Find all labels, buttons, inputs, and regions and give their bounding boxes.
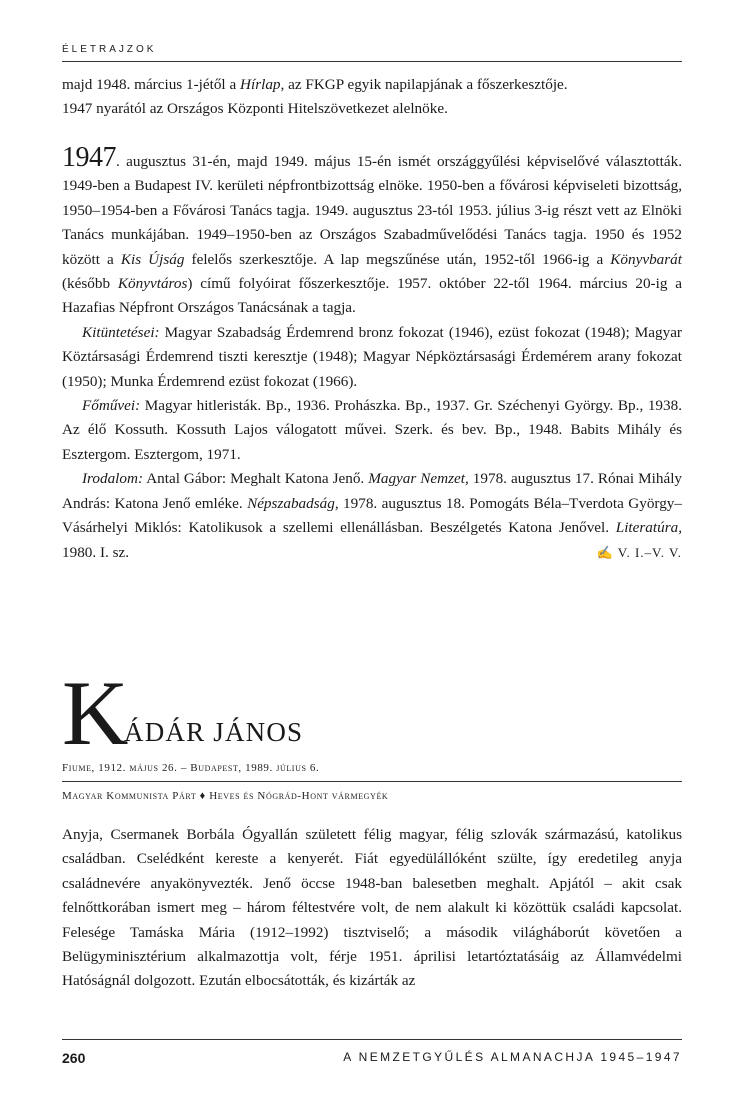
literature-paragraph — [62, 467, 682, 565]
page-number: 260 — [62, 1050, 86, 1066]
kadar-bio-paragraph: Anyja, Csermanek Borbála Ógyallán született félig magyar, félig szlovák származású, katolikus családban. Cselédként kereste a kenyerét. Fiát egyedülállóként szülte, így eredetileg anyja családnevére anyakönyvezték. Jenő öccse 1948-ban balesetben meghalt. Apjától – akit csak felnőttkorában ismert meg – három féltestvére volt, de nem alakult ki közöttük családi kapcsolat. Felesége Tamáska Mária (1912–1992) tisztviselő; a második világháborút követően a Belügyminisztérium alkalmazottja volt, férje 1951. áprilisi letartóztatásáig az Államvédelmi Hatóságnál dolgozott. Ezután elbocsátották, és kizárták az — [62, 826, 682, 990]
header-rule — [62, 61, 682, 62]
birth-death-line: Fiume, 1912. május 26. – Budapest, 1989. július 6. — [62, 762, 320, 774]
works-label: Főművei: — [82, 397, 141, 415]
awards-label: Kitüntetései: — [82, 323, 160, 341]
lit-text-a: Antal Gábor: Meghalt Katona Jenő. — [143, 470, 369, 488]
pub-konyvtaros: Könyvtáros — [117, 275, 188, 293]
main-text-d: ) című folyóirat főszerkesztője. 1957. október 22-től 1964. március 20-ig a Hazafias Népfront Országos Tanácsának a tagja. — [62, 275, 682, 317]
main-text-c: (később — [62, 275, 118, 293]
drop-cap-initial: K — [62, 662, 129, 764]
entry-name: ÁDÁR JÁNOS — [124, 717, 304, 747]
top-text-1b: az FKGP egyik napilapjának a főszerkesztője. — [284, 76, 568, 93]
meta-rule — [62, 781, 682, 782]
main-text-b: felelős szerkesztője. A lap megszűnése után, 1952-től 1966-ig a — [184, 250, 611, 268]
section-1947 — [62, 142, 683, 565]
lit-pub-magyar-nemzet: Magyar Nemzet, — [368, 470, 469, 488]
top-text-1a: majd 1948. március 1-jétől a — [62, 76, 240, 93]
footer-rule — [62, 1039, 682, 1040]
pub-konyvbarat: Könyvbarát — [610, 250, 682, 268]
kadar-bio — [62, 823, 682, 994]
literature-label: Irodalom: — [82, 470, 144, 488]
main-text-a: . augusztus 31-én, majd 1949. május 15-én ismét országgyűlési képviselővé választották. 1949-ben a Budapest IV. kerületi népfrontbizottság elnöke. 1950-ben a fővárosi képviseleti bizottság, 1950–1954-ben a Fővárosi Tanács tagja. 1949. augusztus 23-tól 1953. július 3-ig részt vett az Elnöki Tanács munkájában. 1949–1950-ben az Országos Szabadművelődési Tanács tagja. 1950 és 1952 között a — [62, 153, 682, 268]
pub-kis-ujsag: Kis Újság — [120, 250, 185, 268]
works-paragraph — [62, 394, 682, 467]
section-1947-main — [62, 142, 682, 321]
top-text-2: 1947 nyarától az Országos Központi Hitelszövetkezet alelnöke. — [62, 100, 448, 118]
works-text: Magyar hitleristák. Bp., 1936. Prohászka. Bp., 1937. Gr. Széchenyi György. Bp., 1938. Az élő Kossuth. Kossuth Lajos válogatott művei. Szerk. és bev. Bp., 1948. Babits Mihály és Esztergom. Esztergom, 1971. — [62, 397, 682, 463]
awards-text: Magyar Szabadság Érdemrend bronz fokozat (1946), ezüst fokozat (1948); Magyar Köztársasági Érdemrend tiszti keresztje (1948); Magyar Népköztársasági Érdemérem arany fokozat (1950); Munka Érdemrend ezüst fokozat (1966). — [62, 323, 682, 390]
year-lead: 1947 — [62, 142, 116, 173]
lit-text-c: 1978. augusztus 18. Pomogáts Béla–Tverdota György–Vásárhelyi Miklós: Katolikusok a szellemi ellenállásban. Beszélgetés Katona Jenővel. — [62, 494, 682, 537]
top-paragraph — [62, 73, 682, 122]
running-head: ÉLETRAJZOK — [62, 44, 157, 55]
kadar-heading — [62, 662, 682, 764]
lit-pub-literatura: Literatúra, — [615, 519, 682, 537]
author-signature: ✍ V. I.–V. V. — [596, 544, 682, 560]
lit-text-d: 1980. I. sz. — [62, 543, 130, 561]
party-constituency-line: Magyar Kommunista Párt ♦ Heves és Nógrád-Hont vármegyék — [62, 790, 389, 802]
awards-paragraph — [62, 321, 682, 394]
lit-text-b: 1978. augusztus 17. Rónai Mihály András: Katona Jenő emléke. — [62, 470, 683, 512]
lit-pub-nepszabadsag: Népszabadság, — [247, 494, 339, 512]
book-title: A NEMZETGYŰLÉS ALMANACHJA 1945–1947 — [343, 1050, 682, 1064]
top-publication-hirlap: Hírlap, — [240, 76, 285, 93]
